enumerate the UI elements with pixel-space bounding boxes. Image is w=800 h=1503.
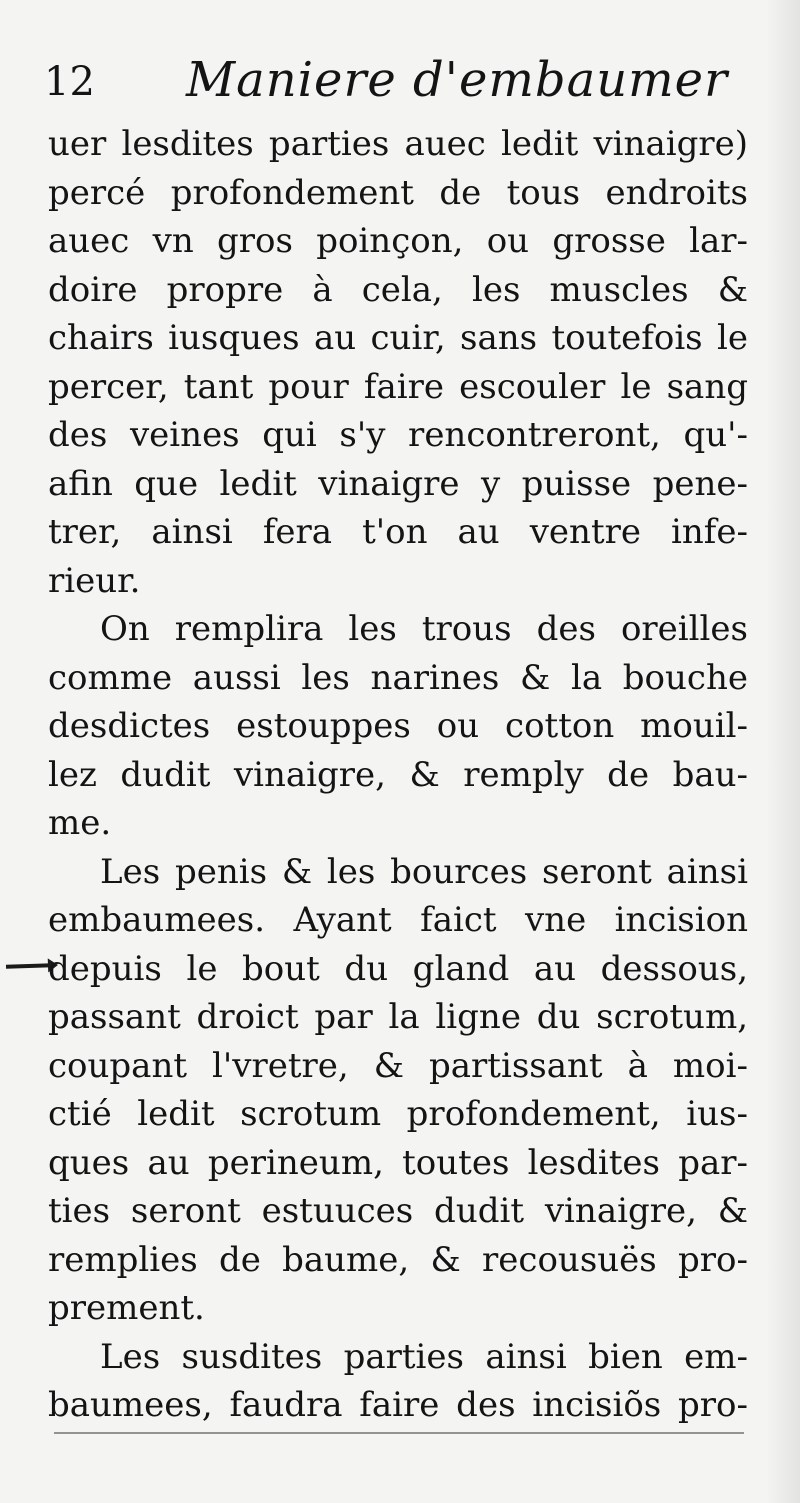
text-line: lez dudit vinaigre, & remply de bau- bbox=[48, 754, 748, 795]
paragraph-start-line: Les susdites parties ainsi bien em- bbox=[100, 1336, 748, 1377]
text-line: remplies de baume, & recousuës pro- bbox=[48, 1239, 748, 1280]
text-line: ques au perineum, toutes lesdites par- bbox=[48, 1142, 748, 1183]
page-edge-shadow bbox=[766, 0, 800, 1503]
text-line: trer, ainsi fera t'on au ventre infe- bbox=[48, 512, 748, 552]
text-line: comme aussi les narines & la bouche bbox=[48, 657, 748, 698]
text-line: chairs iusques au cuir, sans toutefois le bbox=[48, 318, 748, 358]
page-number: 12 bbox=[44, 59, 95, 105]
text-line: uer lesdites parties auec ledit vinaigre) bbox=[48, 124, 748, 164]
text-line: ties seront estuuces dudit vinaigre, & bbox=[48, 1191, 748, 1231]
text-line: auec vn gros poinçon, ou grosse lar- bbox=[48, 221, 748, 261]
text-line: ctié ledit scrotum profondement, ius- bbox=[48, 1094, 748, 1134]
text-line: desdictes estouppes ou cotton mouil- bbox=[48, 706, 748, 746]
running-head: Maniere d'embaumer bbox=[186, 52, 729, 108]
text-line: me. bbox=[48, 803, 112, 843]
body-text bbox=[48, 120, 748, 1430]
bottom-rule bbox=[54, 1432, 744, 1434]
page-header bbox=[44, 52, 744, 112]
text-line: embaumees. Ayant faict vne incision bbox=[48, 900, 748, 940]
text-line: prement. bbox=[48, 1288, 205, 1328]
text-line: des veines qui s'y rencontreront, qu'- bbox=[48, 415, 748, 455]
paragraph-start-line: Les penis & les bources seront ainsi bbox=[100, 851, 748, 892]
paragraph-start-line: On remplira les trous des oreilles bbox=[100, 609, 748, 649]
text-line: baumees, faudra faire des incisiõs pro- bbox=[48, 1385, 748, 1425]
text-line: rieur. bbox=[48, 560, 141, 601]
text-line: percer, tant pour faire escouler le sang bbox=[48, 366, 748, 407]
text-line: coupant l'vretre, & partissant à moi- bbox=[48, 1045, 748, 1086]
text-line: passant droict par la ligne du scrotum, bbox=[48, 997, 748, 1037]
text-line: afin que ledit vinaigre y puisse pene- bbox=[48, 463, 748, 504]
text-line: doire propre à cela, les muscles & bbox=[48, 269, 748, 310]
margin-arrow-mark bbox=[6, 963, 52, 969]
text-line: percé profondement de tous endroits bbox=[48, 172, 748, 213]
text-line: depuis le bout du gland au dessous, bbox=[48, 948, 748, 989]
